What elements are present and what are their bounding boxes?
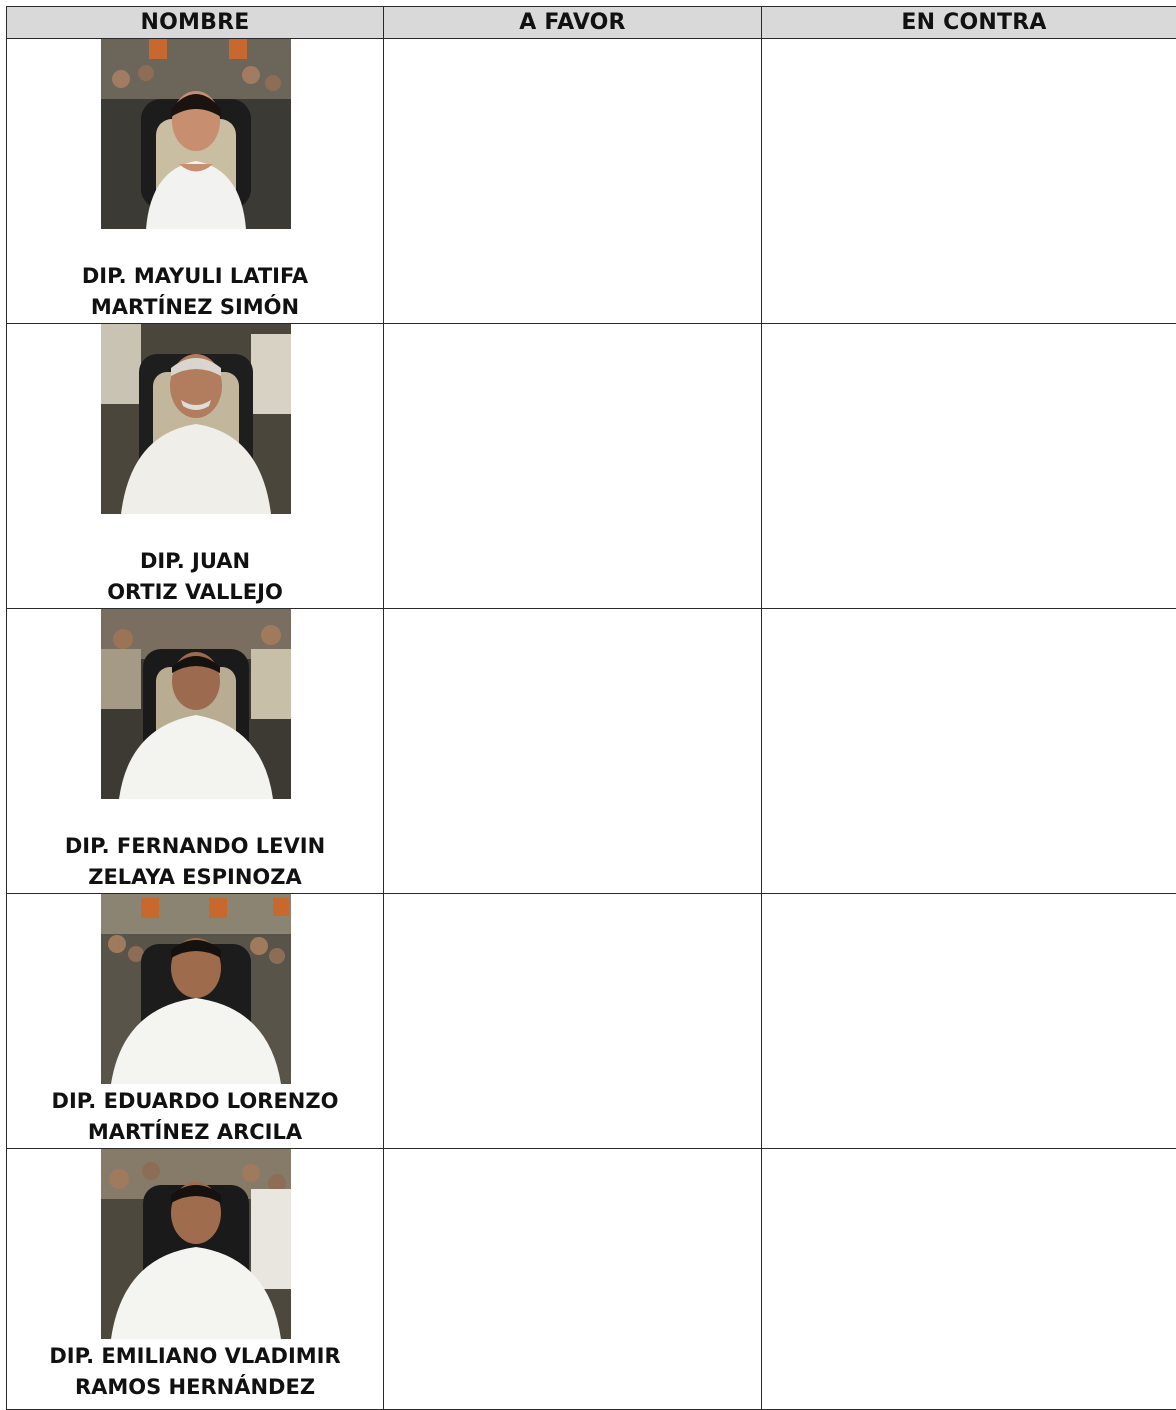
deputy-name-line1: DIP. FERNANDO LEVIN [7, 831, 383, 862]
table-row [7, 324, 1176, 609]
deputy-name-line2: RAMOS HERNÁNDEZ [7, 1372, 383, 1403]
voting-table [6, 6, 1176, 1410]
vote-favor-cell[interactable] [384, 894, 762, 1149]
deputy-name-line2: MARTÍNEZ ARCILA [7, 1117, 383, 1148]
deputy-name [7, 1341, 383, 1403]
vote-favor-cell[interactable] [384, 609, 762, 894]
vote-favor-cell[interactable] [384, 324, 762, 609]
vote-contra-cell[interactable] [762, 324, 1176, 609]
name-cell [7, 894, 384, 1149]
vote-contra-cell[interactable] [762, 894, 1176, 1149]
deputy-name-line1: DIP. JUAN [7, 546, 383, 577]
table-row [7, 1149, 1176, 1410]
deputy-name-line2: ZELAYA ESPINOZA [7, 862, 383, 893]
vote-contra-cell[interactable] [762, 39, 1176, 324]
deputy-photo [101, 39, 291, 229]
name-cell [7, 324, 384, 609]
deputy-name-line1: DIP. EMILIANO VLADIMIR [7, 1341, 383, 1372]
header-row [7, 7, 1176, 39]
deputy-name [7, 261, 383, 323]
table-row [7, 609, 1176, 894]
deputy-photo [101, 324, 291, 514]
header-nombre: NOMBRE [7, 7, 384, 39]
deputy-name-line1: DIP. MAYULI LATIFA [7, 261, 383, 292]
vote-contra-cell[interactable] [762, 609, 1176, 894]
deputy-photo [101, 894, 291, 1084]
header-en-contra: EN CONTRA [762, 7, 1176, 39]
name-cell [7, 609, 384, 894]
deputy-name-line2: MARTÍNEZ SIMÓN [7, 292, 383, 323]
deputy-name-line1: DIP. EDUARDO LORENZO [7, 1086, 383, 1117]
deputy-photo [101, 609, 291, 799]
deputy-name [7, 831, 383, 893]
deputy-name [7, 1086, 383, 1148]
name-cell [7, 39, 384, 324]
vote-favor-cell[interactable] [384, 1149, 762, 1410]
vote-favor-cell[interactable] [384, 39, 762, 324]
deputy-name-line2: ORTIZ VALLEJO [7, 577, 383, 608]
deputy-photo [101, 1149, 291, 1339]
deputy-name [7, 546, 383, 608]
table-row [7, 39, 1176, 324]
vote-contra-cell[interactable] [762, 1149, 1176, 1410]
header-a-favor: A FAVOR [384, 7, 762, 39]
name-cell [7, 1149, 384, 1410]
table-row [7, 894, 1176, 1149]
